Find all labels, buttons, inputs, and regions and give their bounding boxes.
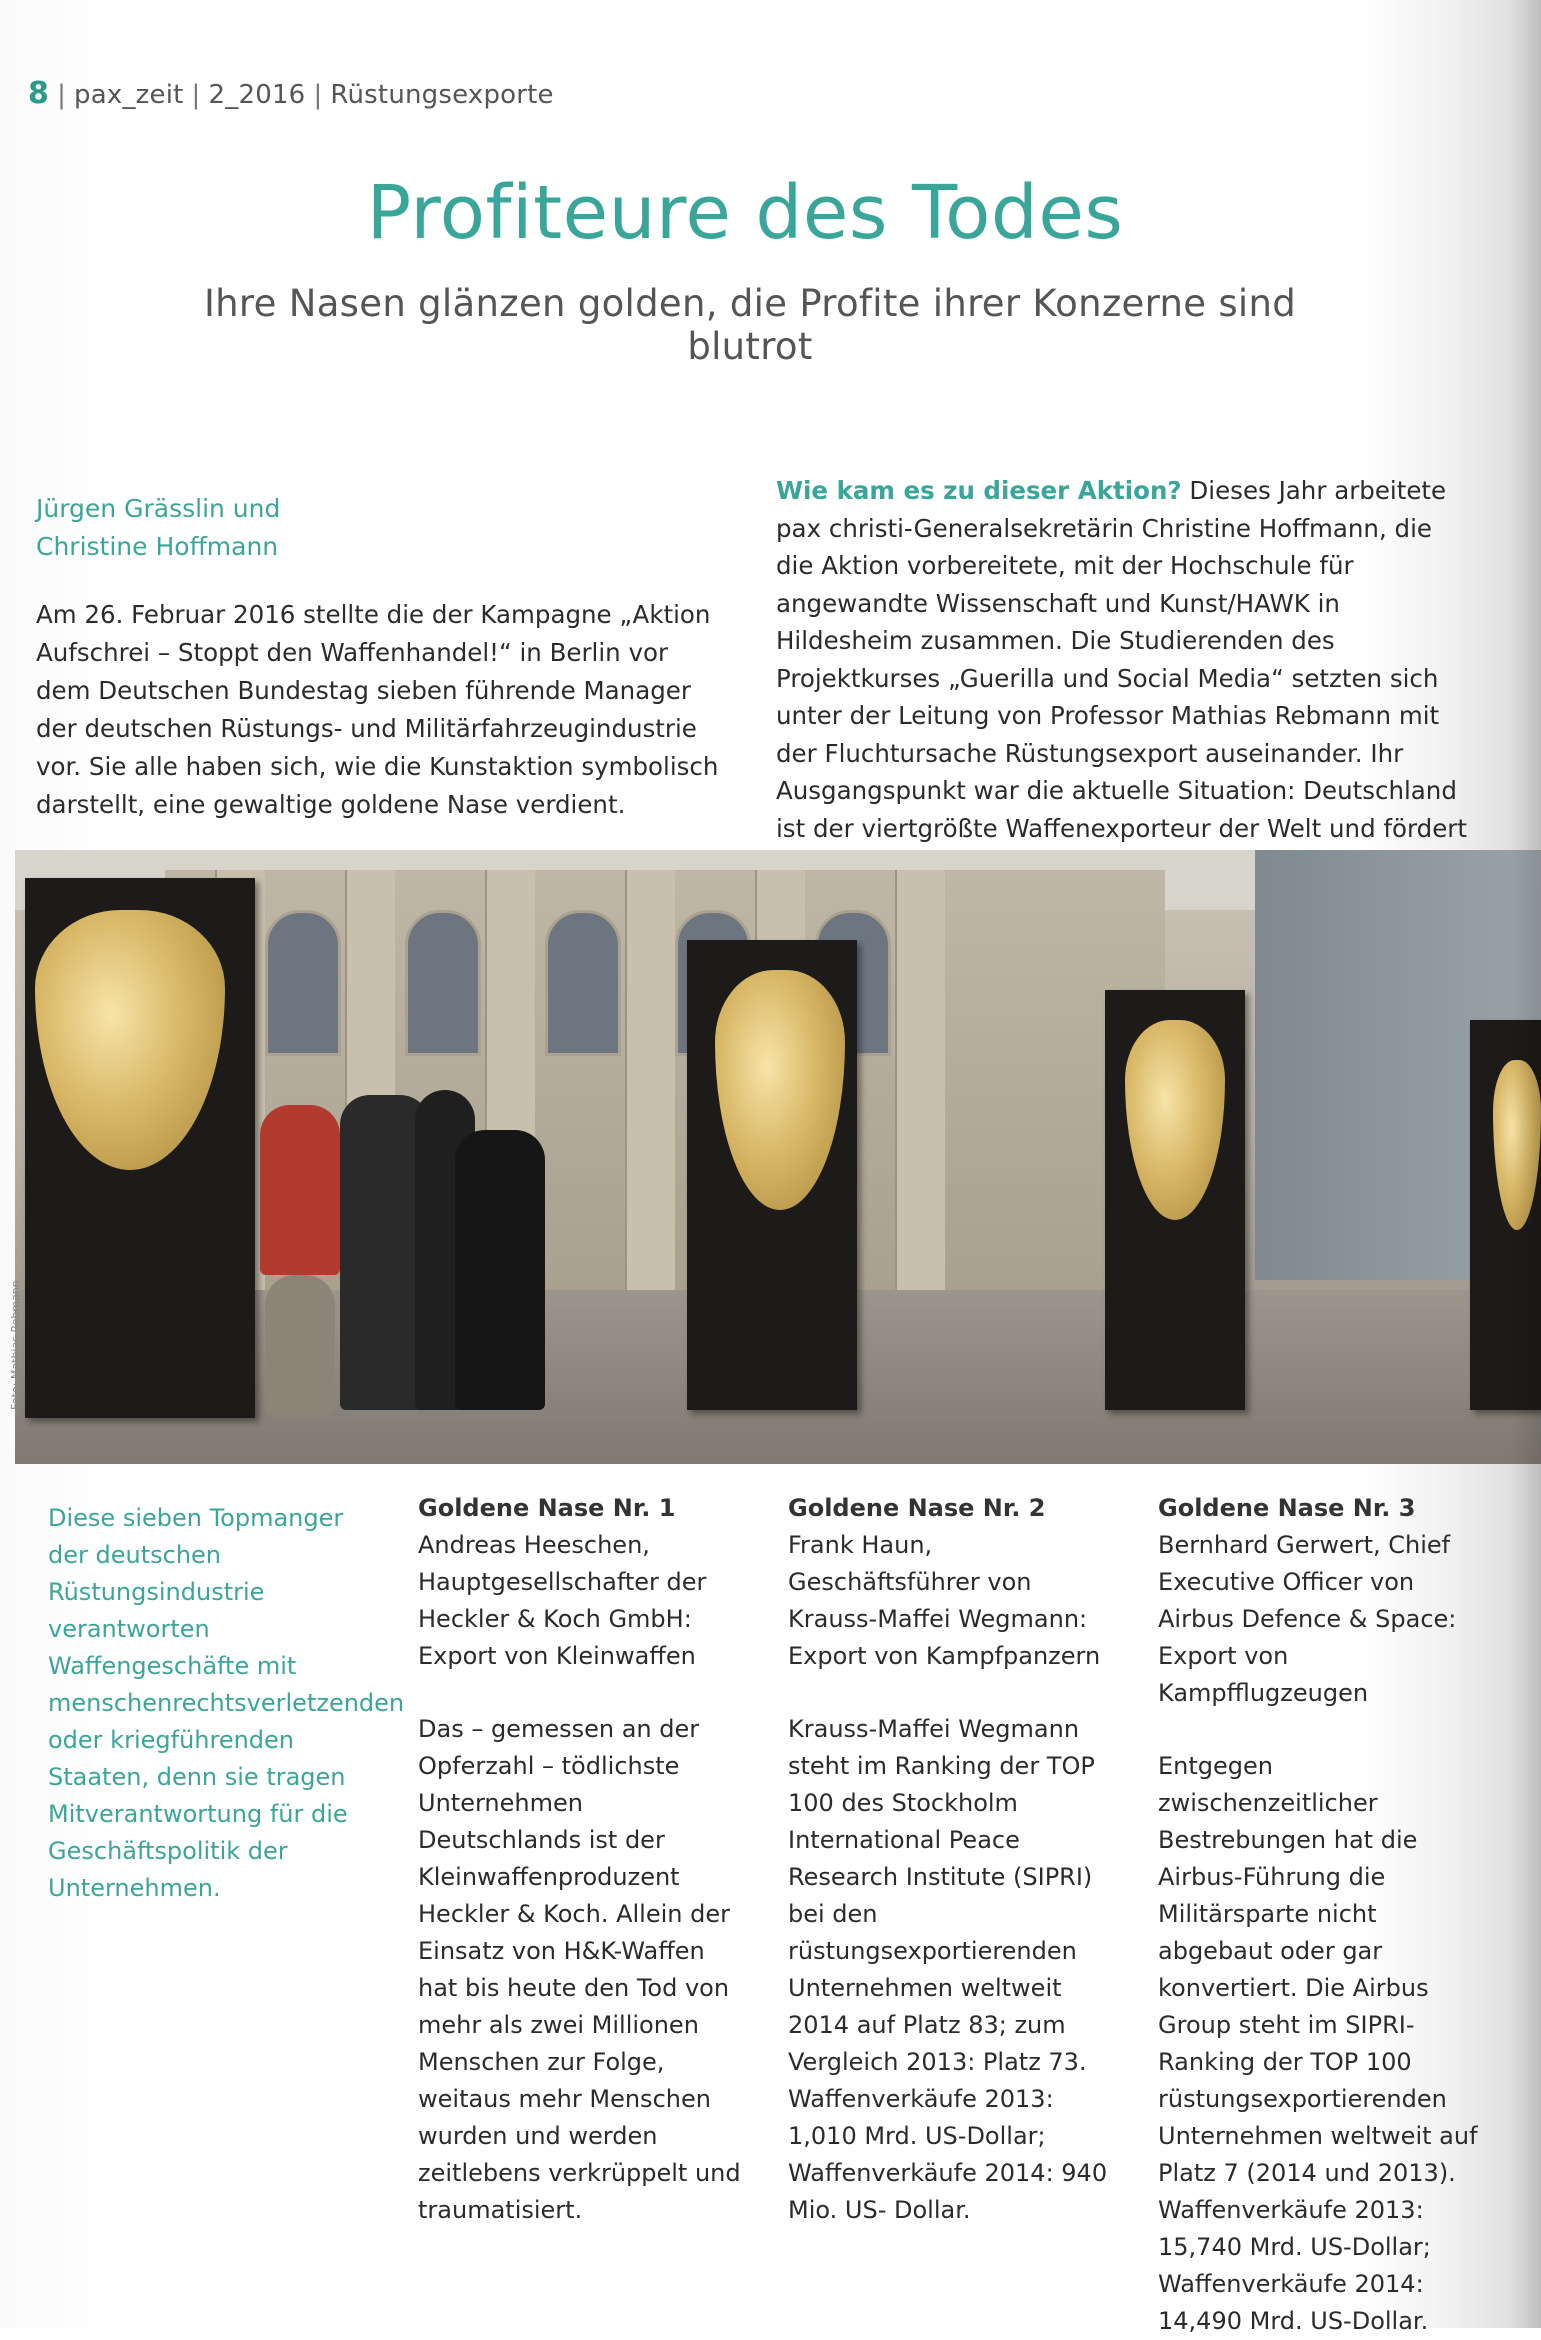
article-subtitle: Ihre Nasen glänzen golden, die Profite ihrer Konzerne sind blutrot bbox=[203, 282, 1297, 368]
nose-person-1: Andreas Heeschen, Hauptgesellschafter der Heckler & Koch GmbH: Export von Kleinwaffen bbox=[418, 1531, 707, 1670]
nose-body-3: Entgegen zwischenzeitlicher Bestrebungen hat die Airbus-Führung die Militärsparte nicht abgebaut oder gar konvertiert. Die Airbus Group steht im SIPRI-Ranking der TOP 100 rüstungsexportierenden Unternehmen weltweit auf Platz 7 (2014 und 2013). Waffenverkäufe 2013: 15,740 Mrd. US-Dollar; Waffenverkäufe 2014: 14,490 Mrd. US-Dollar. bbox=[1158, 1752, 1478, 2335]
column-two-text: Dieses Jahr arbeitete pax christi-Generalsekretärin Christine Hoffmann, die die Aktion vorbereitete, mit der Hochschule für angewandte Wissenschaft und Kunst/HAWK in Hildesheim zusammen. Die Studierenden des Projektkurses „Guerilla und Social Media“ setzten sich unter der Leitung von Professor Mathias Rebmann mit der Fluchtursache Rüstungsexport auseinander. Ihr Ausgangspunkt war die aktuelle Situation: Deutschland ist der viertgrößte Waffenexporteur der Welt und fördert bbox=[776, 476, 1467, 843]
magazine-name: pax_zeit bbox=[74, 80, 184, 110]
nose-body-1: Das – gemessen an der Opferzahl – tödlichste Unternehmen Deutschlands ist der Kleinwaffenproduzent Heckler & Koch. Allein der Einsatz von H&K-Waffen hat bis heute den Tod von mehr als zwei Millionen Menschen zur Folge, weitaus mehr Menschen wurden und werden zeitlebens verkrüppelt und traumatisiert. bbox=[418, 1715, 741, 2224]
section-name: Rüstungsexporte bbox=[330, 80, 554, 110]
article-photo bbox=[9, 850, 1541, 1464]
nose-heading-2: Goldene Nase Nr. 2 bbox=[788, 1494, 1046, 1522]
photo-credit: Foto: Mathias Rebmann bbox=[9, 1280, 22, 1410]
nose-body-2: Krauss-Maffei Wegmann steht im Ranking der TOP 100 des Stockholm International Peace Research Institute (SIPRI) bei den rüstungsexportierenden Unternehmen weltweit 2014 auf Platz 83; zum Vergleich 2013: Platz 73. Waffenverkäufe 2013: 1,010 Mrd. US-Dollar; Waffenverkäufe 2014: 940 Mio. US- Dollar. bbox=[788, 1715, 1108, 2224]
nose-heading-1: Goldene Nase Nr. 1 bbox=[418, 1494, 676, 1522]
page-binding-shadow bbox=[1510, 0, 1541, 2328]
nose-person-3: Bernhard Gerwert, Chief Executive Officer von Airbus Defence & Space: Export von Kampfflugzeugen bbox=[1158, 1531, 1457, 1707]
author-line-1: Jürgen Grässlin und bbox=[36, 494, 281, 523]
nose-column-3 bbox=[1158, 1490, 1488, 2340]
nose-person-2: Frank Haun, Geschäftsführer von Krauss-Maffei Wegmann: Export von Kampfpanzern bbox=[788, 1531, 1101, 1670]
column-two-lead: Wie kam es zu dieser Aktion? bbox=[776, 476, 1182, 505]
page-header: 8 | pax_zeit | 2_2016 | Rüstungsexporte bbox=[28, 76, 554, 111]
issue-number: 2_2016 bbox=[208, 80, 306, 110]
nose-heading-3: Goldene Nase Nr. 3 bbox=[1158, 1494, 1416, 1522]
intro-paragraph: Am 26. Februar 2016 stellte die der Kampagne „Aktion Aufschrei – Stoppt den Waffenhandel!“ in Berlin vor dem Deutschen Bundestag sieben führende Manager der deutschen Rüstungs- und Militärfahrzeugindustrie vor. Sie alle haben sich, wie die Kunstaktion symbolisch darstellt, eine gewaltige goldene Nase verdient. bbox=[36, 600, 719, 819]
person-black-coat bbox=[455, 1130, 545, 1410]
author-line-2: Christine Hoffmann bbox=[36, 532, 279, 561]
nose-column-1 bbox=[418, 1490, 748, 2229]
nose-column-2 bbox=[788, 1490, 1118, 2229]
page-number: 8 bbox=[28, 76, 50, 111]
article-title: Profiteure des Todes bbox=[366, 170, 1124, 256]
person-red-jacket bbox=[260, 1105, 340, 1275]
author-byline bbox=[36, 490, 280, 566]
column-two-paragraph bbox=[776, 472, 1468, 885]
photo-caption: Diese sieben Topmanger der deutschen Rüstungsindustrie verantworten Waffengeschäfte mit menschenrechtsverletzenden oder kriegführenden Staaten, denn sie tragen Mitverantwortung für die Geschäftspolitik der Unternehmen. bbox=[48, 1504, 405, 1902]
